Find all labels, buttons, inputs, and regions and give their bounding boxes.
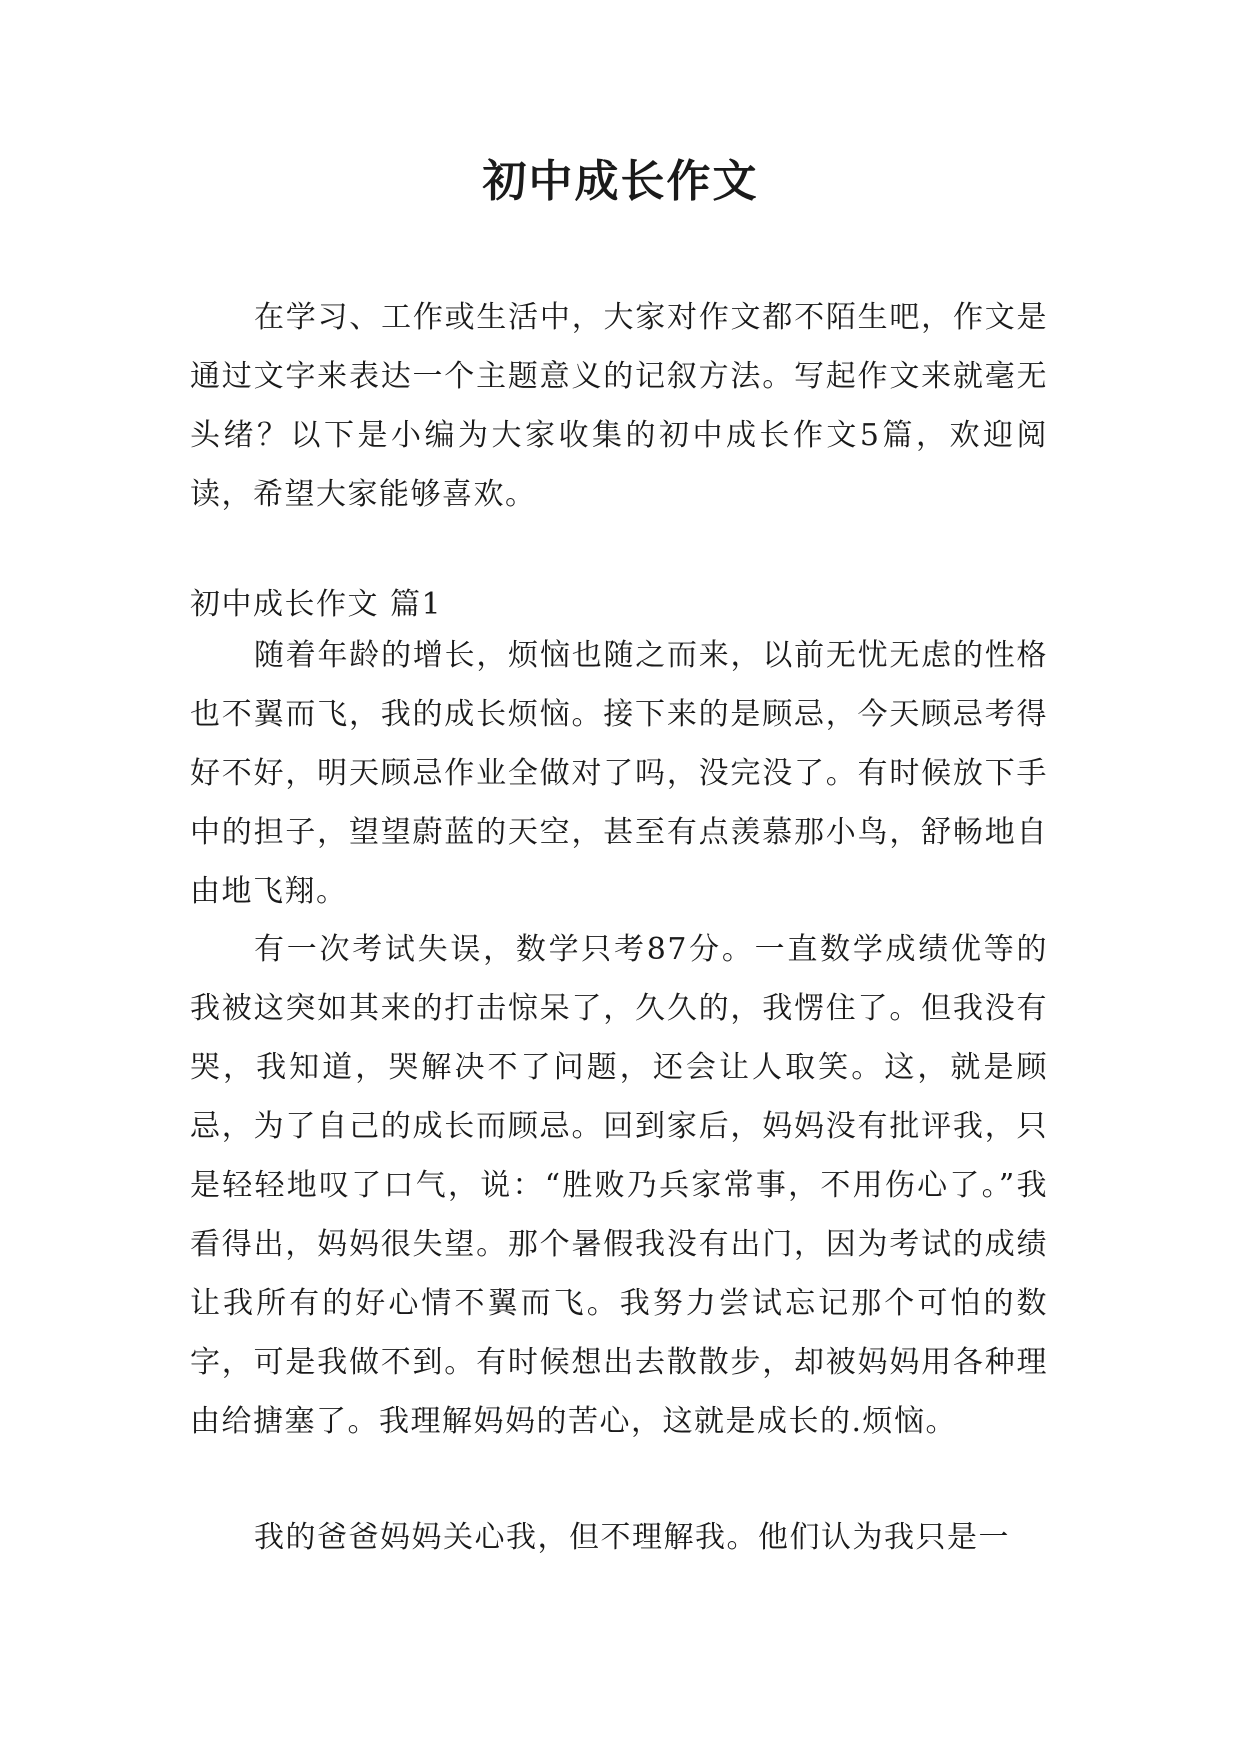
section-heading: 初中成长作文 篇1 — [190, 587, 443, 622]
document-title: 初中成长作文 — [482, 156, 759, 207]
intro-paragraph: 在学习、工作或生活中，大家对作文都不陌生吧，作文是通过文字来表达一个主题意义的记叙方法。写起作文来就毫无头绪？以下是小编为大家收集的初中成长作文5篇，欢迎阅读，希望大家能够喜欢。 — [190, 300, 1048, 512]
body-paragraph-2: 有一次考试失误，数学只考87分。一直数学成绩优等的我被这突如其来的打击惊呆了，久久的，我愣住了。但我没有哭，我知道，哭解决不了问题，还会让人取笑。这，就是顾忌，为了自己的成长而顾忌。回到家后，妈妈没有批评我，只是轻轻地叹了口气，说：“胜败乃兵家常事，不用伤心了。”我看得出，妈妈很失望。那个暑假我没有出门，因为考试的成绩让我所有的好心情不翼而飞。我努力尝试忘记那个可怕的数字，可是我做不到。有时候想出去散散步，却被妈妈用各种理由给搪塞了。我理解妈妈的苦心，这就是成长的.烦恼。 — [190, 932, 1048, 1439]
body-paragraph-3: 我的爸爸妈妈关心我，但不理解我。他们认为我只是一 — [254, 1520, 1010, 1555]
body-paragraph-1: 随着年龄的增长，烦恼也随之而来，以前无忧无虑的性格也不翼而飞，我的成长烦恼。接下来的是顾忌，今天顾忌考得好不好，明天顾忌作业全做对了吗，没完没了。有时候放下手中的担子，望望蔚蓝的天空，甚至有点羡慕那小鸟，舒畅地自由地飞翔。 — [190, 638, 1048, 909]
